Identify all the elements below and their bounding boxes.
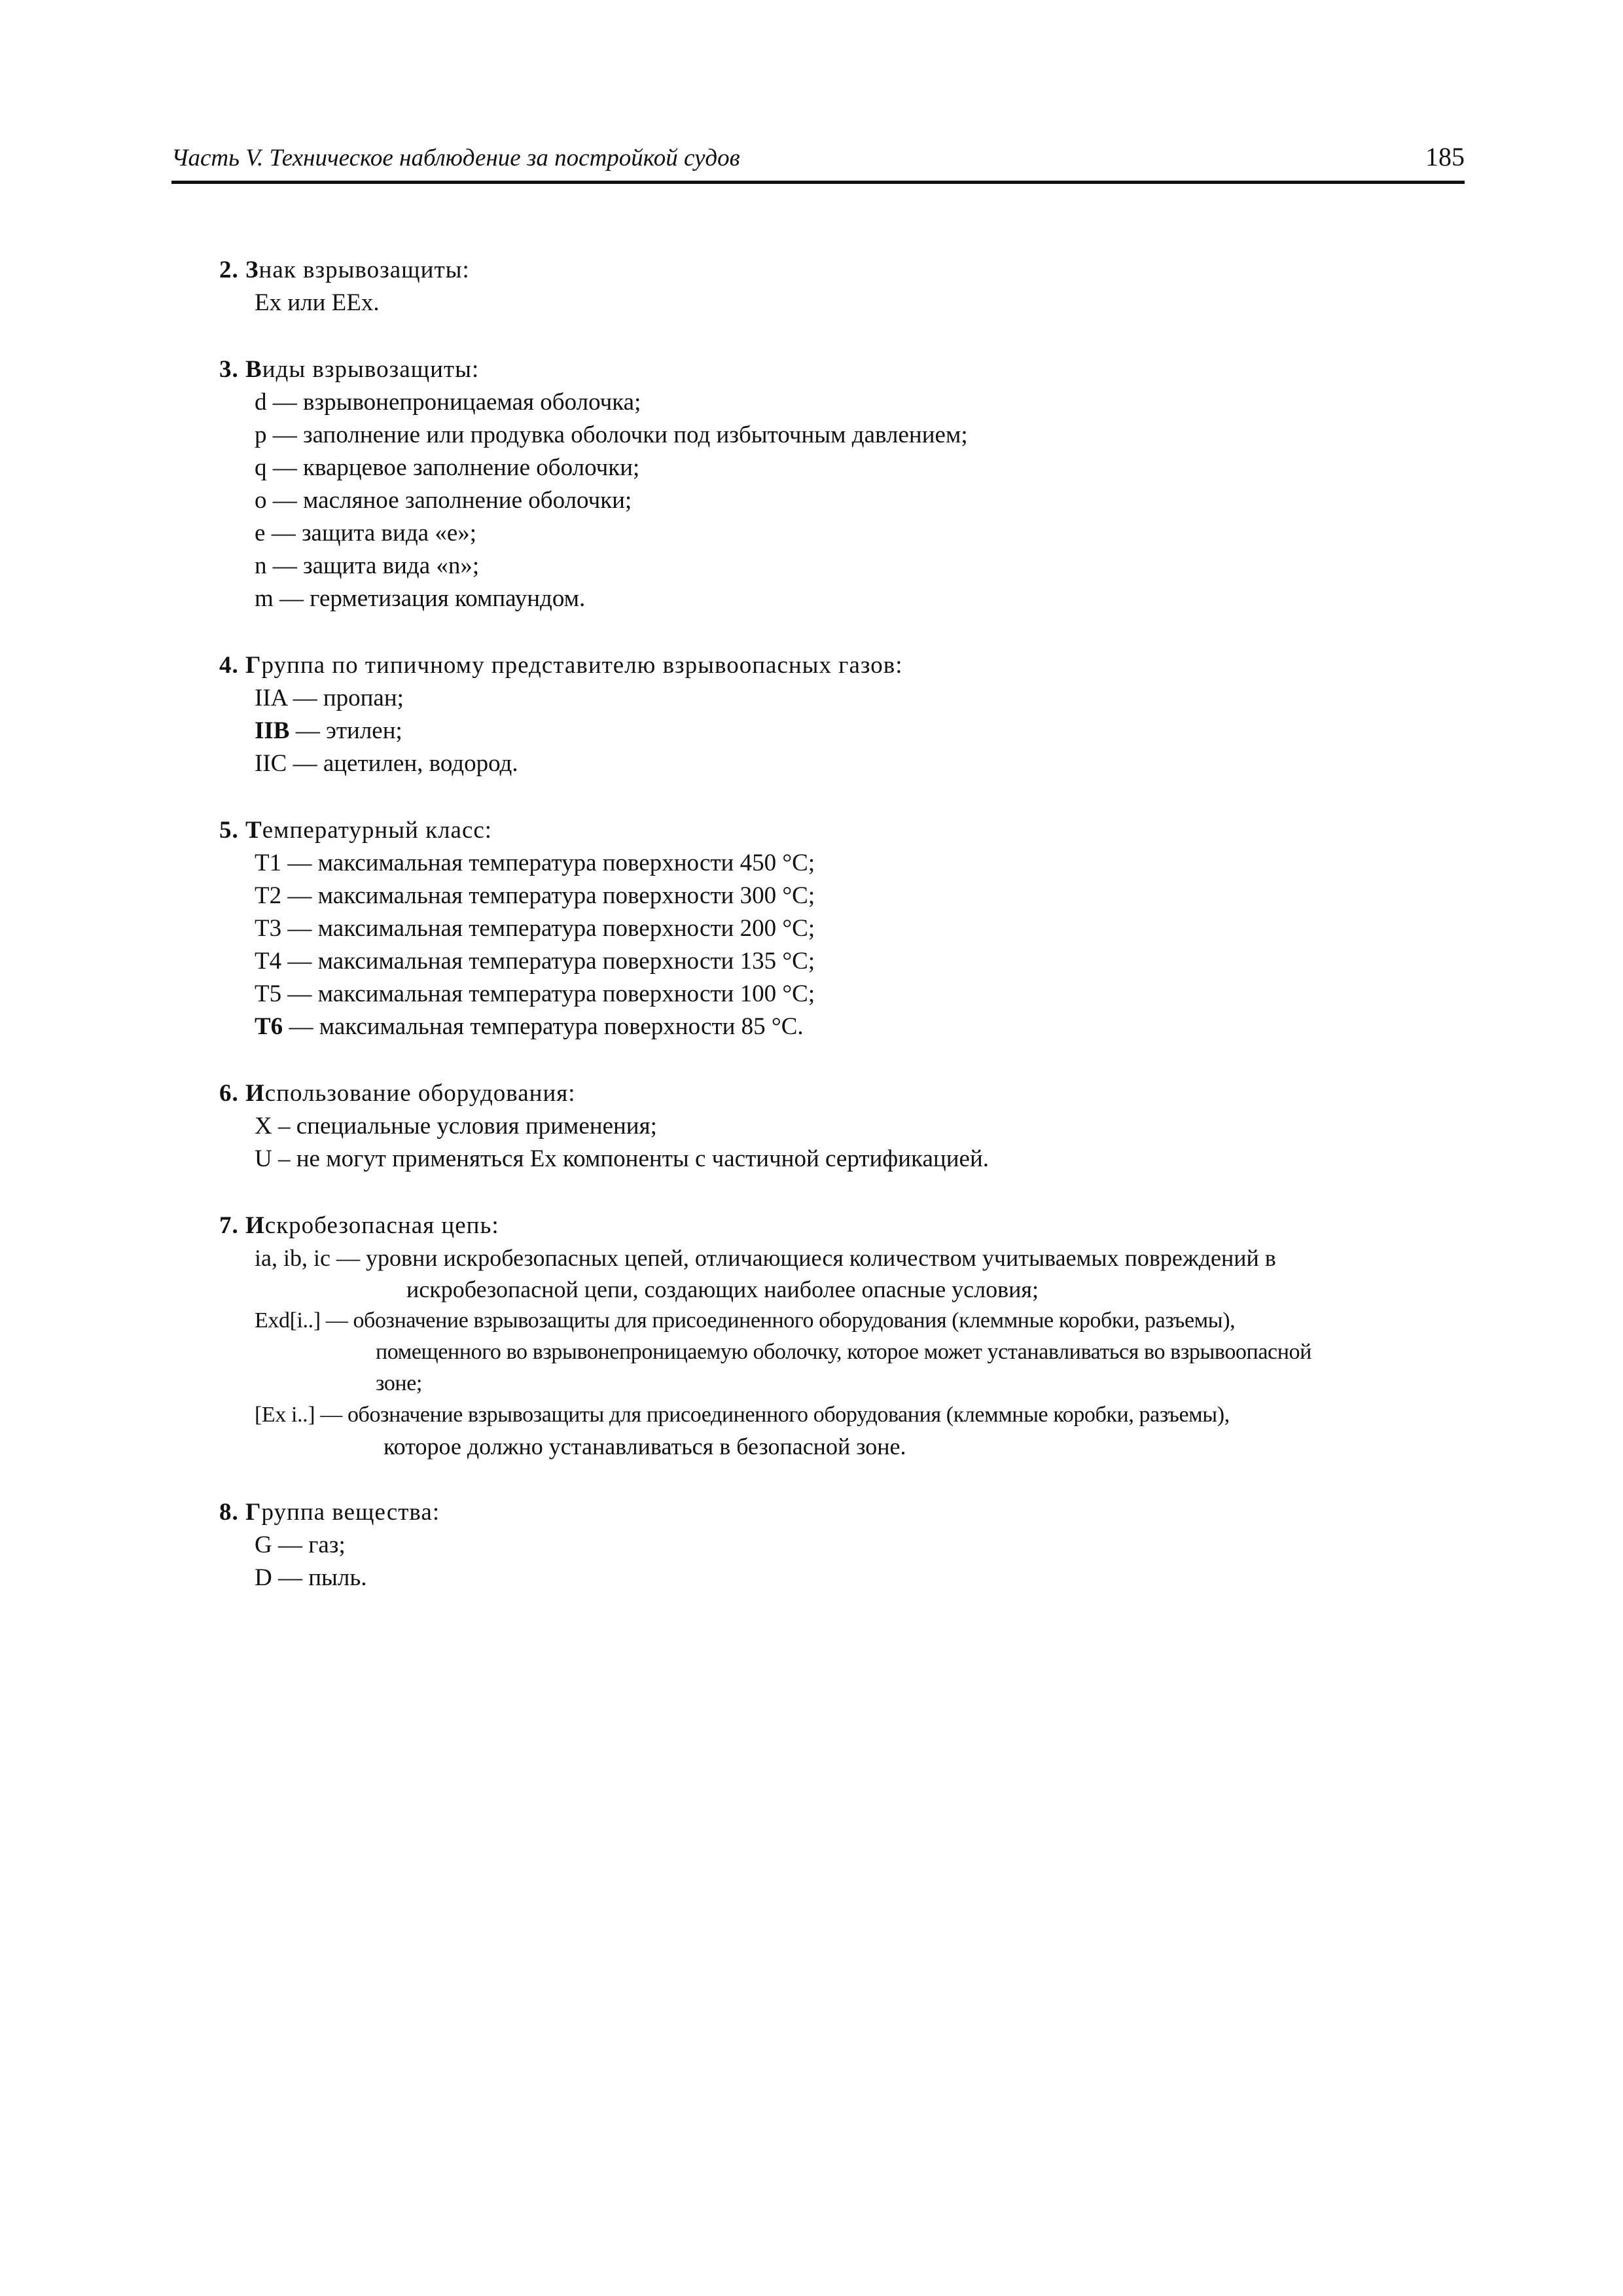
- section-temperature-class: [219, 814, 1476, 1043]
- list-item: [Ex i..] — обозначение взрывозащиты для присоединенного оборудования (клеммные коробки, разъемы),: [255, 1403, 1230, 1427]
- list-item: T1 — максимальная температура поверхности 450 °C;: [255, 850, 815, 876]
- page-number: 185: [1425, 142, 1465, 171]
- section-equipment-use: [219, 1077, 1476, 1175]
- list-item: q — кварцевое заполнение оболочки;: [255, 454, 640, 481]
- document-body: [219, 254, 1476, 1628]
- page-header: [171, 141, 1465, 184]
- list-item: ia, ib, ic — уровни искробезопасных цепей, отличающиеся количеством учитываемых повреждений в: [255, 1245, 1276, 1271]
- section-heading: 4. Группа по типичному представителю взрывоопасных газов:: [219, 652, 903, 679]
- list-item: d — взрывонепроницаемая оболочка;: [255, 389, 641, 416]
- list-item: Exd[i..] — обозначение взрывозащиты для присоединенного оборудования (клеммные коробки, разъемы),: [255, 1308, 1236, 1333]
- list-item: m — герметизация компаундом.: [255, 585, 586, 612]
- list-item: U – не могут применяться Ex компоненты с частичной сертификацией.: [255, 1145, 989, 1172]
- section-heading: 3. Виды взрывозащиты:: [219, 356, 480, 383]
- list-item: Ex или EEx.: [255, 289, 380, 316]
- list-item: n — защита вида «n»;: [255, 552, 480, 579]
- section-heading: 8. Группа вещества:: [219, 1499, 440, 1526]
- list-item: D — пыль.: [255, 1564, 367, 1591]
- list-item: G — газ;: [255, 1532, 346, 1558]
- list-item-continuation: которое должно устанавливаться в безопасной зоне.: [383, 1433, 906, 1460]
- header-title: Часть V. Техническое наблюдение за постройкой судов: [171, 145, 740, 171]
- list-item: T3 — максимальная температура поверхности 200 °C;: [255, 915, 815, 942]
- list-item: T5 — максимальная температура поверхности 100 °C;: [255, 980, 815, 1007]
- section-protection-types: [219, 353, 1476, 615]
- section-gas-group: [219, 649, 1476, 780]
- section-explosion-protection-mark: [219, 254, 1476, 319]
- section-heading: 5. Температурный класс:: [219, 817, 493, 844]
- list-item: T4 — максимальная температура поверхности 135 °C;: [255, 948, 815, 975]
- list-item: T2 — максимальная температура поверхности 300 °C;: [255, 882, 815, 909]
- list-item: o — масляное заполнение оболочки;: [255, 487, 632, 514]
- list-item: p — заполнение или продувка оболочки под избыточным давлением;: [255, 422, 968, 448]
- list-item-continuation: зоне;: [376, 1371, 422, 1395]
- section-heading: 2. Знак взрывозащиты:: [219, 257, 470, 283]
- list-item: IIB — этилен;: [255, 717, 402, 744]
- list-item: T6 — максимальная температура поверхности 85 °C.: [255, 1013, 804, 1040]
- section-intrinsically-safe-circuit: [219, 1210, 1476, 1462]
- list-item: IIA — пропан;: [255, 685, 404, 711]
- list-item-continuation: искробезопасной цепи, создающих наиболее опасные условия;: [406, 1276, 1039, 1302]
- section-heading: 6. Использование оборудования:: [219, 1080, 576, 1107]
- list-item: X – специальные условия применения;: [255, 1113, 657, 1139]
- list-item: e — защита вида «e»;: [255, 520, 477, 547]
- list-item-continuation: помещенного во взрывонепроницаемую оболочку, которое может устанавливаться во взрывоопасной: [376, 1340, 1311, 1364]
- list-item: IIC — ацетилен, водород.: [255, 750, 518, 777]
- section-substance-group: [219, 1496, 1476, 1594]
- section-heading: 7. Искробезопасная цепь:: [219, 1212, 499, 1239]
